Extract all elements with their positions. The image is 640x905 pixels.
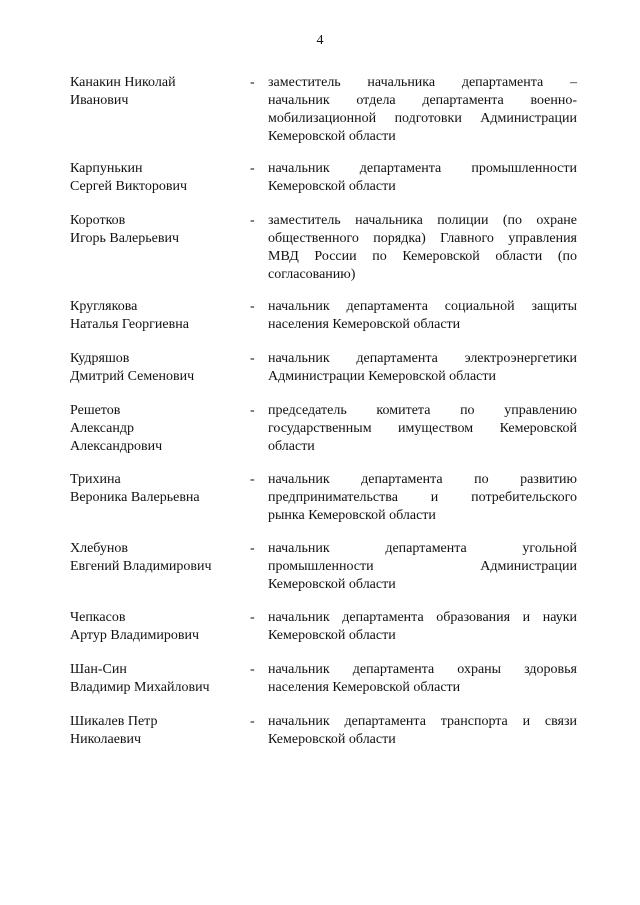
- name-line: Канакин Николай: [70, 75, 176, 90]
- role-line: предпринимательства и потребительского: [268, 490, 577, 505]
- role-line: согласованию): [268, 267, 356, 282]
- position-title: [268, 350, 577, 386]
- position-title: [268, 540, 577, 594]
- separator-dash: -: [250, 213, 255, 228]
- name-line: Решетов: [70, 403, 121, 418]
- name-line: Александрович: [70, 439, 163, 454]
- role-line: Кемеровской области: [268, 577, 396, 592]
- separator-dash: -: [250, 472, 255, 487]
- separator-dash: -: [250, 662, 255, 677]
- name-line: Чепкасов: [70, 610, 126, 625]
- page-number: 4: [316, 33, 324, 48]
- person-name: [70, 402, 242, 456]
- role-line: рынка Кемеровской области: [268, 508, 436, 523]
- role-line: населения Кемеровской области: [268, 317, 461, 332]
- role-line: начальник департамента образования и науки: [268, 610, 577, 625]
- position-title: [268, 212, 577, 284]
- position-title: [268, 609, 577, 645]
- position-title: [268, 713, 577, 749]
- person-name: [70, 298, 242, 334]
- name-line: Шан-Син: [70, 662, 127, 677]
- position-title: [268, 471, 577, 525]
- name-line: Владимир Михайлович: [70, 680, 210, 695]
- separator-dash: -: [250, 403, 255, 418]
- name-line: Александр: [70, 421, 134, 436]
- name-line: Шикалев Петр: [70, 714, 158, 729]
- name-line: Наталья Георгиевна: [70, 317, 189, 332]
- separator-dash: -: [250, 75, 255, 90]
- name-line: Карпунькин: [70, 161, 143, 176]
- role-line: общественного порядка) Главного управления: [268, 231, 577, 246]
- role-line: заместитель начальника департамента –: [268, 75, 577, 90]
- name-line: Круглякова: [70, 299, 138, 314]
- role-line: начальник департамента промышленности: [268, 161, 577, 176]
- person-name: [70, 471, 242, 507]
- role-line: заместитель начальника полиции (по охране: [268, 213, 577, 228]
- role-line: начальник департамента социальной защиты: [268, 299, 577, 314]
- role-line: промышленности Администрации: [268, 559, 577, 574]
- person-name: [70, 609, 242, 645]
- position-title: [268, 160, 577, 196]
- position-title: [268, 74, 577, 146]
- person-name: [70, 212, 242, 248]
- role-line: Кемеровской области: [268, 628, 396, 643]
- name-line: Кудряшов: [70, 351, 130, 366]
- position-title: [268, 402, 577, 456]
- position-title: [268, 661, 577, 697]
- role-line: начальник департамента электроэнергетики: [268, 351, 577, 366]
- role-line: начальник департамента охраны здоровья: [268, 662, 577, 677]
- role-line: мобилизационной подготовки Администрации: [268, 111, 577, 126]
- name-line: Николаевич: [70, 732, 142, 747]
- role-line: начальник департамента транспорта и связи: [268, 714, 577, 729]
- name-line: Иванович: [70, 93, 129, 108]
- separator-dash: -: [250, 714, 255, 729]
- name-line: Сергей Викторович: [70, 179, 188, 194]
- role-line: населения Кемеровской области: [268, 680, 461, 695]
- role-line: начальник отдела департамента военно-: [268, 93, 577, 108]
- role-line: Кемеровской области: [268, 179, 396, 194]
- name-line: Хлебунов: [70, 541, 129, 556]
- role-line: Кемеровской области: [268, 129, 396, 144]
- separator-dash: -: [250, 610, 255, 625]
- role-line: Администрации Кемеровской области: [268, 369, 496, 384]
- role-line: государственным имуществом Кемеровской: [268, 421, 577, 436]
- separator-dash: -: [250, 541, 255, 556]
- separator-dash: -: [250, 161, 255, 176]
- name-line: Трихина: [70, 472, 121, 487]
- role-line: начальник департамента угольной: [268, 541, 577, 556]
- person-name: [70, 74, 242, 110]
- separator-dash: -: [250, 351, 255, 366]
- name-line: Артур Владимирович: [70, 628, 200, 643]
- separator-dash: -: [250, 299, 255, 314]
- name-line: Евгений Владимирович: [70, 559, 212, 574]
- name-line: Коротков: [70, 213, 126, 228]
- person-name: [70, 540, 242, 576]
- name-line: Дмитрий Семенович: [70, 369, 195, 384]
- role-line: председатель комитета по управлению: [268, 403, 577, 418]
- person-name: [70, 160, 242, 196]
- person-name: [70, 661, 242, 697]
- role-line: области: [268, 439, 315, 454]
- position-title: [268, 298, 577, 334]
- person-name: [70, 713, 242, 749]
- role-line: начальник департамента по развитию: [268, 472, 577, 487]
- name-line: Вероника Валерьевна: [70, 490, 200, 505]
- name-line: Игорь Валерьевич: [70, 231, 180, 246]
- person-name: [70, 350, 242, 386]
- role-line: Кемеровской области: [268, 732, 396, 747]
- role-line: МВД России по Кемеровской области (по: [268, 249, 577, 264]
